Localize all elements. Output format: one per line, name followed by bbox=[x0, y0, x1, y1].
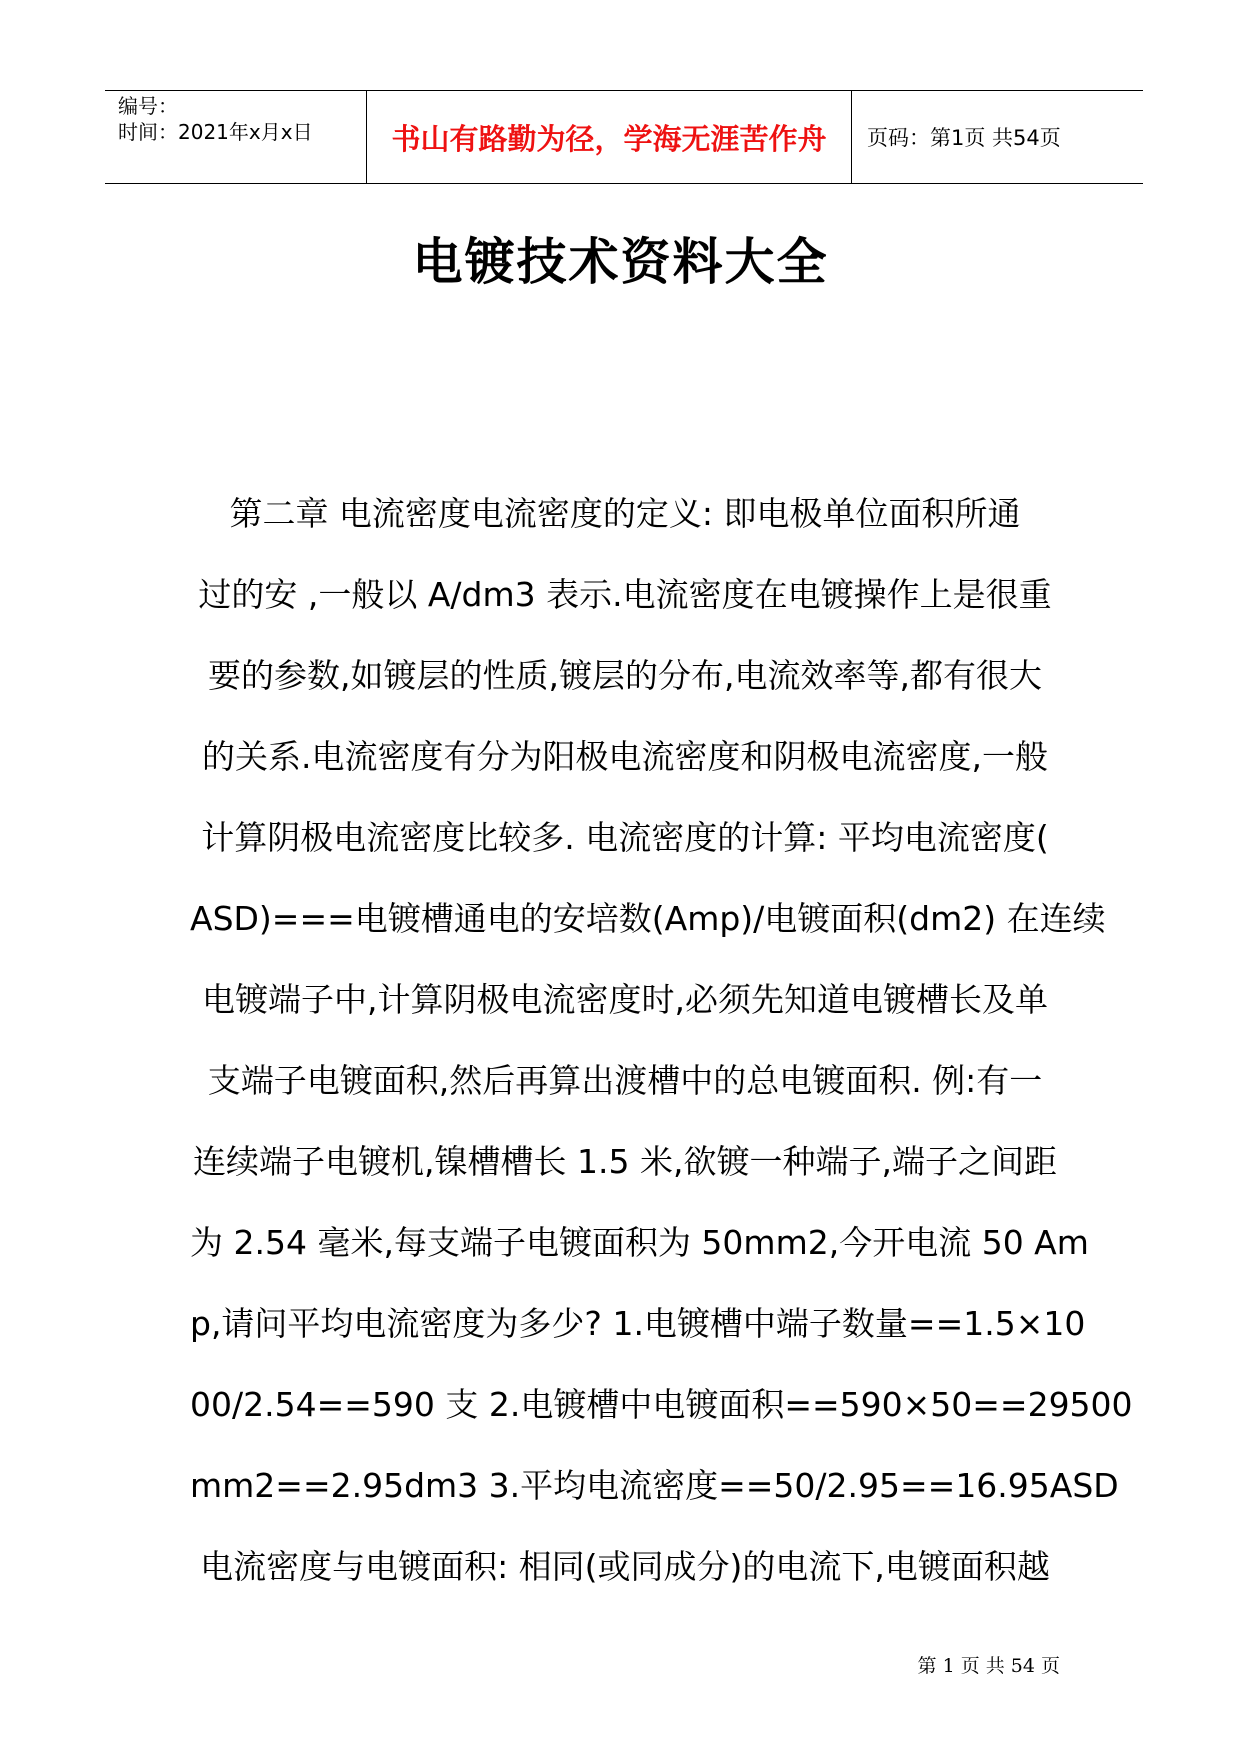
document-time-label: 时间：2021年x月x日 bbox=[118, 120, 313, 144]
body-line: 计算阴极电流密度比较多. 电流密度的计算: 平均电流密度( bbox=[201, 818, 1049, 857]
document-number-label: 编号： bbox=[118, 94, 178, 118]
header-page-code: 页码：第1页 共54页 bbox=[867, 126, 1061, 150]
document-title: 电镀技术资料大全 bbox=[412, 232, 829, 291]
body-line: mm2==2.95dm3 3.平均电流密度==50/2.95==16.95ASD bbox=[190, 1466, 1119, 1505]
body-line: 电镀端子中,计算阴极电流密度时,必须先知道电镀槽长及单 bbox=[202, 980, 1048, 1019]
body-line: ASD)===电镀槽通电的安培数(Amp)/电镀面积(dm2) 在连续 bbox=[190, 899, 1106, 938]
body-line: 连续端子电镀机,镍槽槽长 1.5 米,欲镀一种端子,端子之间距 bbox=[193, 1142, 1057, 1181]
document-body bbox=[190, 490, 1133, 1624]
body-line: 支端子电镀面积,然后再算出渡槽中的总电镀面积. 例:有一 bbox=[207, 1061, 1043, 1100]
body-line: 为 2.54 毫米,每支端子电镀面积为 50mm2,今开电流 50 Am bbox=[190, 1223, 1089, 1262]
body-line: 要的参数,如镀层的性质,镀层的分布,电流效率等,都有很大 bbox=[208, 656, 1042, 695]
body-line: 00/2.54==590 支 2.电镀槽中电镀面积==590×50==29500 bbox=[190, 1385, 1133, 1424]
header-info-cell bbox=[105, 91, 367, 183]
body-line: 电流密度与电镀面积: 相同(或同成分)的电流下,电镀面积越 bbox=[200, 1547, 1050, 1586]
page-header bbox=[105, 90, 1143, 184]
page-footer: 第 1 页 共 54 页 bbox=[917, 1655, 1060, 1677]
header-motto: 书山有路勤为径，学海无涯苦作舟 bbox=[367, 91, 852, 183]
body-line: 的关系.电流密度有分为阳极电流密度和阴极电流密度,一般 bbox=[202, 737, 1048, 776]
body-line: p,请问平均电流密度为多少? 1.电镀槽中端子数量==1.5×10 bbox=[190, 1304, 1086, 1343]
body-line: 过的安 ,一般以 A/dm3 表示.电流密度在电镀操作上是很重 bbox=[198, 575, 1052, 614]
body-line: 第二章 电流密度电流密度的定义: 即电极单位面积所通 bbox=[229, 494, 1021, 533]
